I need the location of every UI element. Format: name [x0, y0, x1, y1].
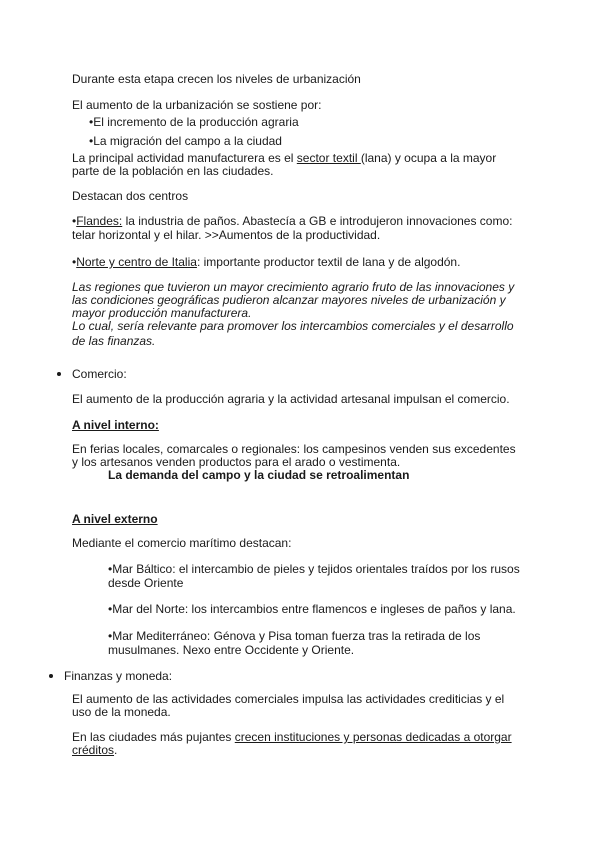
italic-line3: mayor producción manufacturera. — [72, 306, 252, 320]
instituciones-link: crecen instituciones y personas dedicadas a otorgar — [234, 730, 512, 744]
finanzas-creditos-line2 — [72, 744, 117, 757]
heading-nivel-interno: A nivel interno: — [72, 418, 159, 432]
italia-line — [72, 256, 460, 269]
italic-line4: Lo cual, sería relevante para promover los intercambios comerciales y el desarrollo — [72, 319, 514, 333]
italic-line1: Las regiones que tuvieron un mayor crecimiento agrario fruto de las innovaciones y — [72, 280, 515, 294]
creditos-link: créditos — [72, 743, 115, 757]
externo-intro: Mediante el comercio marítimo destacan: — [72, 536, 292, 550]
list-item-migracion: •La migración del campo a la ciudad — [89, 134, 282, 148]
italic-line2: las condiciones geográficas pudieron alcanzar mayores niveles de urbanización y — [72, 293, 506, 307]
flandes-line1 — [72, 215, 512, 228]
finanzas-line1: El aumento de las actividades comerciales impulsa las actividades crediticias y el — [72, 692, 505, 706]
bullet-icon — [49, 674, 53, 678]
text: . — [114, 743, 118, 757]
finanzas-line2: uso de la moneda. — [72, 705, 171, 719]
text: En las ciudades más pujantes — [72, 730, 235, 744]
mar-baltico-line1: •Mar Báltico: el intercambio de pieles y tejidos orientales traídos por los rusos — [108, 562, 520, 576]
text: la industria de paños. Abastecía a GB e introdujeron innovaciones como: — [122, 214, 513, 228]
italia-label: Norte y centro de Italia — [76, 255, 197, 269]
sector-textil-link: sector textil — [296, 151, 361, 165]
paragraph-textil-line2: parte de la población en las ciudades. — [72, 164, 274, 178]
paragraph-centros: Destacan dos centros — [72, 189, 189, 203]
italic-line5: de las finanzas. — [72, 334, 156, 348]
bullet-glyph: • — [72, 214, 77, 228]
interno-line2: y los artesanos venden productos para el arado o vestimenta. — [72, 455, 401, 469]
heading-nivel-externo: A nivel externo — [72, 512, 158, 526]
text: (lana) y ocupa a la mayor — [360, 151, 497, 165]
bullet-icon — [57, 372, 61, 376]
flandes-line2: telar horizontal y el hilar. >>Aumentos de la productividad. — [72, 228, 381, 242]
interno-line1: En ferias locales, comarcales o regionales: los campesinos venden sus excedentes — [72, 442, 516, 456]
mar-mediterraneo-line2: musulmanes. Nexo entre Occidente y Oriente. — [108, 643, 355, 657]
heading-finanzas: Finanzas y moneda: — [64, 669, 173, 683]
bullet-glyph: • — [72, 255, 77, 269]
text: La principal actividad manufacturera es el — [72, 151, 297, 165]
finanzas-creditos-line1 — [72, 731, 512, 744]
mar-mediterraneo-line1: •Mar Mediterráneo: Génova y Pisa toman fuerza tras la retirada de los — [108, 629, 481, 643]
heading-comercio: Comercio: — [72, 367, 127, 381]
mar-norte-line: •Mar del Norte: los intercambios entre flamencos e ingleses de paños y lana. — [108, 602, 516, 616]
paragraph-sostiene: El aumento de la urbanización se sostiene por: — [72, 98, 322, 112]
flandes-label: Flandes: — [76, 214, 123, 228]
paragraph-urbanizacion: Durante esta etapa crecen los niveles de urbanización — [72, 72, 361, 86]
paragraph-comercio: El aumento de la producción agraria y la actividad artesanal impulsan el comercio. — [72, 392, 510, 406]
mar-baltico-line2: desde Oriente — [108, 576, 184, 590]
list-item-produccion: •El incremento de la producción agraria — [89, 115, 299, 129]
interno-line3-bold: La demanda del campo y la ciudad se retroalimentan — [108, 468, 410, 482]
text: : importante productor textil de lana y de algodón. — [196, 255, 461, 269]
